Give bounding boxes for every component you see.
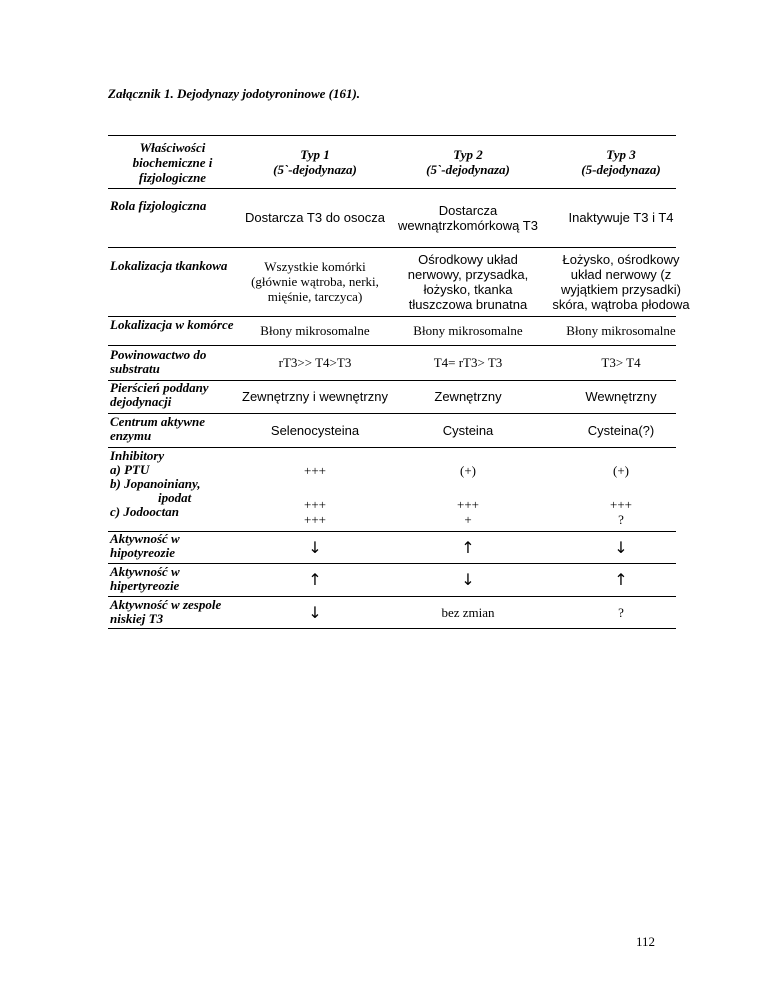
- cell-rola-type-3: Inaktywuje T3 i T4: [568, 210, 674, 225]
- cell-hipotyreoza-type-2: ↑: [461, 537, 475, 557]
- cell-hipotyreoza-type-3: ↓: [614, 537, 628, 557]
- header-type-2: [393, 137, 543, 187]
- row-label-niska-t3: Aktywność w zespole niskiej T3: [110, 597, 222, 626]
- cell-pierscien-type-1: Zewnętrzny i wewnętrzny: [242, 389, 388, 404]
- row-label-inhibitory: [110, 449, 235, 519]
- row-label-hipertyreoza: Aktywność w hipertyreozie: [110, 564, 180, 593]
- header-type-3-name: Typ 3: [606, 147, 636, 162]
- cell-inhibitor-c-type-3: ?: [618, 512, 624, 527]
- cell-hipertyreoza-type-1: ↑: [308, 570, 322, 589]
- cell-tkankowa-type-1: Wszystkie komórki (głównie wątroba, nerki, mięśnie, tarczyca): [251, 259, 379, 304]
- cell-inhibitor-c-type-1: +++: [304, 512, 326, 527]
- inhibitory-a-label: a) PTU: [110, 462, 150, 477]
- cell-rola-type-2: Dostarcza wewnątrzkomórkową T3: [398, 202, 538, 233]
- cell-inhibitor-a-type-1: +++: [304, 462, 326, 478]
- cell-tkankowa-type-2: Ośrodkowy układ nerwowy, przysadka, łożysko, tkanka tłuszczowa brunatna: [407, 251, 529, 312]
- cell-hipertyreoza-type-3: ↑: [614, 570, 628, 589]
- cell-niska-t3-type-2: bez zmian: [441, 604, 495, 620]
- cell-powinowactwo-type-3: T3> T4: [601, 355, 641, 370]
- cell-inhibitor-a-type-3: (+): [613, 462, 629, 478]
- header-type-2-enzyme: (5`-dejodynaza): [426, 162, 510, 177]
- header-type-1: [240, 137, 390, 187]
- cell-centrum-type-2: Cysteina: [442, 422, 494, 438]
- inhibitory-b-label-cont: ipodat: [158, 490, 192, 505]
- inhibitory-title: Inhibitory: [110, 448, 165, 463]
- header-type-1-enzyme: (5`-dejodynaza): [273, 162, 357, 177]
- inhibitory-b-label: b) Jopanoiniany,: [110, 476, 201, 491]
- cell-tkankowa-type-3: Łożysko, ośrodkowy układ nerwowy (z wyjątkiem przysadki) skóra, wątroba płodowa: [552, 251, 690, 312]
- inhibitory-c-label: c) Jodooctan: [110, 504, 179, 519]
- header-properties: Właściwości biochemiczne i fizjologiczne: [132, 139, 213, 185]
- cell-inhibitor-b-type-3: +++: [610, 497, 632, 512]
- table-caption: Załącznik 1. Dejodynazy jodotyroninowe (161).: [108, 86, 361, 101]
- row-label-centrum: Centrum aktywne enzymu: [110, 414, 205, 443]
- cell-komorka-type-1: Błony mikrosomalne: [260, 323, 370, 338]
- cell-komorka-type-2: Błony mikrosomalne: [413, 323, 523, 338]
- cell-powinowactwo-type-2: T4= rT3> T3: [433, 355, 503, 370]
- page-number: 112: [636, 934, 656, 949]
- header-type-3: [546, 137, 696, 187]
- row-label-pierscien: Pierścień poddany dejodynacji: [110, 380, 209, 409]
- cell-inhibitor-c-type-2: +: [464, 512, 472, 527]
- row-label-rola: Rola fizjologiczna: [110, 198, 207, 213]
- row-label-komorka: Lokalizacja w komórce: [110, 317, 234, 332]
- cell-inhibitor-b-type-2: +++: [457, 497, 479, 512]
- row-label-powinowactwo: Powinowactwo do substratu: [110, 347, 207, 376]
- row-label-tkankowa: Lokalizacja tkankowa: [110, 258, 228, 273]
- cell-hipertyreoza-type-2: ↓: [461, 570, 475, 589]
- cell-inhibitor-a-type-2: (+): [460, 462, 476, 478]
- cell-pierscien-type-2: Zewnętrzny: [434, 389, 502, 404]
- cell-hipotyreoza-type-1: ↓: [308, 537, 322, 557]
- cell-rola-type-1: Dostarcza T3 do osocza: [245, 210, 385, 225]
- header-type-3-enzyme: (5-dejodynaza): [581, 162, 661, 177]
- cell-niska-t3-type-3: ?: [618, 604, 624, 620]
- cell-powinowactwo-type-1: rT3>> T4>T3: [278, 355, 352, 370]
- cell-centrum-type-1: Selenocysteina: [270, 422, 360, 438]
- header-type-1-name: Typ 1: [300, 147, 330, 162]
- cell-komorka-type-3: Błony mikrosomalne: [566, 323, 676, 338]
- row-label-hipotyreoza: Aktywność w hipotyreozie: [110, 531, 180, 560]
- cell-pierscien-type-3: Wewnętrzny: [585, 389, 657, 404]
- cell-inhibitor-b-type-1: +++: [304, 497, 326, 512]
- cell-niska-t3-type-1: ↓: [308, 602, 322, 622]
- cell-centrum-type-3: Cysteina(?): [587, 422, 655, 438]
- header-type-2-name: Typ 2: [453, 147, 483, 162]
- table-top-rule: [108, 135, 676, 136]
- table-bottom-rule: [108, 628, 676, 629]
- row-divider: [108, 447, 676, 448]
